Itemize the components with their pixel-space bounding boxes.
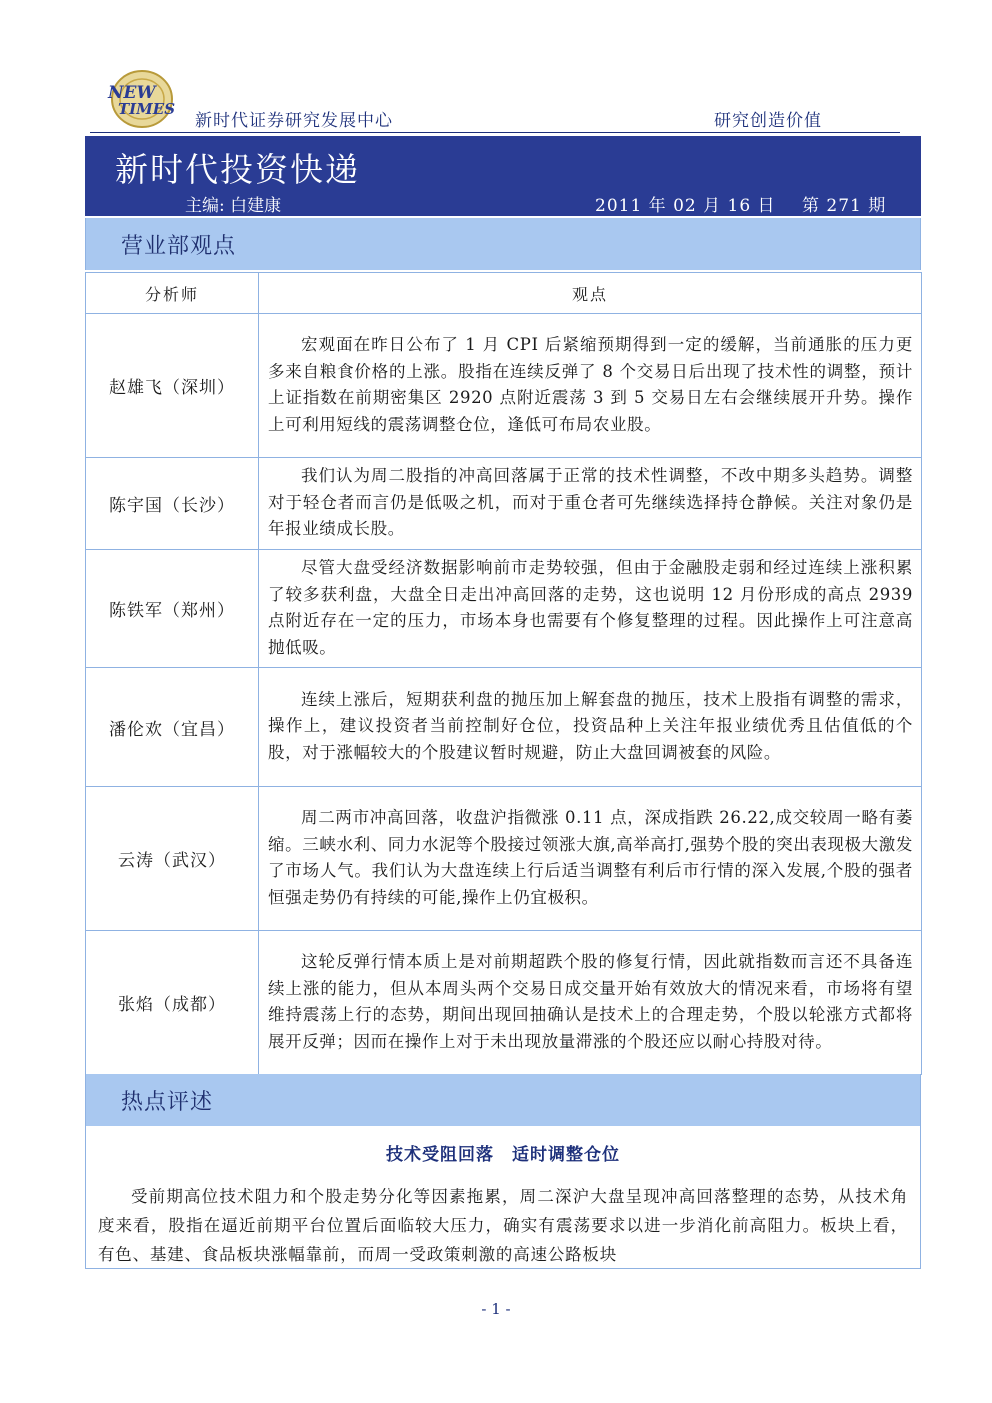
table-row [86, 458, 922, 550]
logo [100, 68, 184, 130]
svg-text:NEW: NEW [108, 83, 156, 103]
page-number: - 1 - [481, 1300, 511, 1318]
article-headline: 技术受阻回落 适时调整仓位 [386, 1145, 620, 1165]
issue-number: 第 271 期 [802, 196, 887, 216]
section-title: 热点评述 [121, 1090, 214, 1115]
table-header-row [86, 273, 922, 314]
analyst-name: 陈铁军（郑州） [86, 550, 259, 668]
svg-text:TIMES: TIMES [118, 100, 176, 118]
table-row [86, 931, 922, 1075]
org-name: 新时代证券研究发展中心 [195, 111, 393, 131]
section-header-hot-topics [85, 1074, 921, 1126]
analyst-view: 我们认为周二股指的冲高回落属于正常的技术性调整，不改中期多头趋势。调整对于轻仓者而言仍是低吸之机，而对于重仓者可先继续选择持仓静候。关注对象仍是年报业绩成长股。 [259, 458, 922, 550]
hot-topic-box [85, 1126, 921, 1269]
issue-date: 2011 年 02 月 16 日 [595, 196, 776, 216]
table-row [86, 668, 922, 787]
newsletter-title: 新时代投资快递 [115, 150, 360, 189]
analyst-view: 周二两市冲高回落，收盘沪指微涨 0.11 点，深成指跌 26.22,成交较周一略有萎缩。三峡水利、同力水泥等个股接过领涨大旗,高举高打,强势个股的突出表现极大激发了市场人气。我们认为大盘连续上行后适当调整有利后市行情的深入发展,个股的强者恒强走势仍有持续的可能,操作上仍宜极积。 [259, 787, 922, 931]
analyst-name: 陈宇国（长沙） [86, 458, 259, 550]
analyst-view: 尽管大盘受经济数据影响前市走势较强，但由于金融股走弱和经过连续上涨积累了较多获利盘，大盘全日走出冲高回落的走势，这也说明 12 月份形成的高点 2939 点附近存在一定的压力，市场本身也需要有个修复整理的过程。因此操作上可注意高抛低吸。 [259, 550, 922, 668]
analyst-name: 张焰（成都） [86, 931, 259, 1075]
article-body: 受前期高位技术阻力和个股走势分化等因素拖累，周二深沪大盘呈现冲高回落整理的态势，从技术角度来看，股指在逼近前期平台位置后面临较大压力，确实有震荡要求以进一步消化前高阻力。板块上看，有色、基建、食品板块涨幅靠前，而周一受政策刺激的高速公路板块 [98, 1187, 908, 1264]
section-header-branch-views [85, 218, 921, 270]
analyst-name: 赵雄飞（深圳） [86, 314, 259, 458]
table-row [86, 550, 922, 668]
analyst-views-table [85, 272, 922, 1075]
column-header-view: 观点 [259, 273, 922, 314]
analyst-view: 宏观面在昨日公布了 1 月 CPI 后紧缩预期得到一定的缓解，当前通胀的压力更多来自粮食价格的上涨。股指在连续反弹了 8 个交易日后出现了技术性的调整，预计上证指数在前期密集区 2920 点附近震荡 3 到 5 交易日左右会继续展开升势。操作上可利用短线的震荡调整仓位，逢低可布局农业股。 [259, 314, 922, 458]
analyst-view: 连续上涨后，短期获利盘的抛压加上解套盘的抛压，技术上股指有调整的需求，操作上，建议投资者当前控制好仓位，投资品种上关注年报业绩优秀且估值低的个股，对于涨幅较大的个股建议暂时规避，防止大盘回调被套的风险。 [259, 668, 922, 787]
analyst-view: 这轮反弹行情本质上是对前期超跌个股的修复行情，因此就指数而言还不具备连续上涨的能力，但从本周头两个交易日成交量开始有效放大的情况来看，市场将有望维持震荡上行的态势，期间出现回抽确认是技术上的合理走势，个股以轮涨方式都将展开反弹；因而在操作上对于未出现放量滞涨的个股还应以耐心持股对待。 [259, 931, 922, 1075]
masthead [85, 136, 921, 216]
analyst-name: 潘伦欢（宜昌） [86, 668, 259, 787]
section-title: 营业部观点 [121, 234, 237, 259]
analyst-name: 云涛（武汉） [86, 787, 259, 931]
column-header-analyst: 分析师 [86, 273, 259, 314]
table-row [86, 787, 922, 931]
table-row [86, 314, 922, 458]
header-divider [90, 132, 900, 133]
slogan: 研究创造价值 [714, 111, 822, 131]
editor-line: 主编: 白建康 [185, 196, 282, 216]
